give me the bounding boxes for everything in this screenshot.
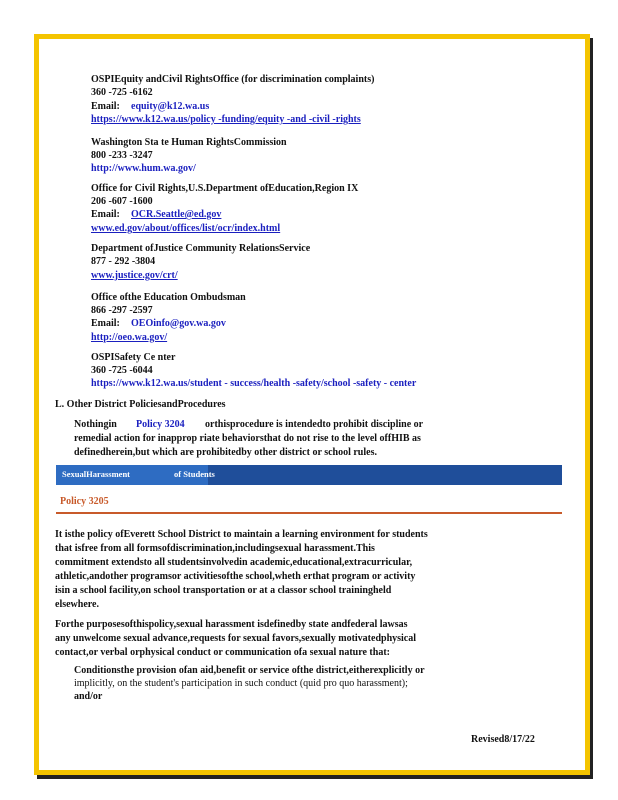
section-banner bbox=[56, 465, 562, 485]
banner-title: of Students bbox=[174, 469, 215, 479]
contact-url-link[interactable]: https://www.k12.wa.us/student - success/health -safety/school -safety - center bbox=[91, 378, 417, 389]
section-text: orthisprocedure is intendedto prohibit discipline or bbox=[205, 419, 424, 430]
paragraph-line: commitment extendsto all studentsinvolvedin academic,educational,extracurricular, bbox=[55, 557, 413, 568]
paragraph-line: athletic,andother programsor activitiesofthe school,wheth erthat program or activity bbox=[55, 571, 416, 582]
paragraph-line: contact,or verbal orphysical conduct or communication ofa sexual nature that: bbox=[55, 647, 390, 658]
contact-name: Department ofJustice Community RelationsService bbox=[91, 243, 311, 254]
contact-phone: 360 -725 -6162 bbox=[91, 87, 153, 98]
contact-name: Office for Civil Rights,U.S.Department ofEducation,Region IX bbox=[91, 183, 359, 194]
divider bbox=[56, 512, 562, 514]
contact-email-label: Email: bbox=[91, 101, 120, 112]
revision-date: Revised8/17/22 bbox=[471, 734, 535, 745]
contact-email-link[interactable]: equity@k12.wa.us bbox=[131, 101, 210, 112]
paragraph-line: any unwelcome sexual advance,requests for sexual favors,sexually motivatedphysical bbox=[55, 633, 417, 644]
paragraph-line: Forthe purposesofthispolicy,sexual harassment isdefinedby state andfederal lawsas bbox=[55, 619, 408, 630]
contact-url-link[interactable]: http://oeo.wa.gov/ bbox=[91, 332, 168, 343]
contact-email-label: Email: bbox=[91, 318, 120, 329]
section-text: Nothingin bbox=[74, 419, 117, 430]
contact-url-link[interactable]: http://www.hum.wa.gov/ bbox=[91, 163, 196, 174]
paragraph-line: isin a school facility,on school transportation or at a classor school trainingheld bbox=[55, 585, 392, 596]
paragraph-line: that isfree from all formsofdiscrimination,includingsexual harassment.This bbox=[55, 543, 375, 554]
contact-email-link[interactable]: OEOinfo@gov.wa.gov bbox=[131, 318, 226, 329]
contact-email-link[interactable]: OCR.Seattle@ed.gov bbox=[131, 209, 222, 220]
contact-name: Office ofthe Education Ombudsman bbox=[91, 292, 246, 303]
contact-url-link[interactable]: https://www.k12.wa.us/policy -funding/equity -and -civil -rights bbox=[91, 114, 361, 125]
condition-line: implicitly, on the student's participation in such conduct (quid pro quo harassment); bbox=[74, 678, 408, 689]
contact-phone: 800 -233 -3247 bbox=[91, 150, 153, 161]
paragraph-line: elsewhere. bbox=[55, 599, 99, 610]
banner-title: SexualHarassment bbox=[62, 469, 130, 479]
contact-url-link[interactable]: www.justice.gov/crt/ bbox=[91, 270, 178, 281]
section-text: definedherein,but which are prohibitedby other district or school rules. bbox=[74, 447, 377, 458]
contact-url-link[interactable]: www.ed.gov/about/offices/list/ocr/index.html bbox=[91, 223, 281, 234]
condition-line: Conditionsthe provision ofan aid,benefit or service ofthe district,eitherexplicitly or bbox=[74, 665, 425, 676]
contact-phone: 206 -607 -1600 bbox=[91, 196, 153, 207]
contact-phone: 877 - 292 -3804 bbox=[91, 256, 156, 267]
contact-name: OSPISafety Ce nter bbox=[91, 352, 176, 363]
paragraph-line: It isthe policy ofEverett School District to maintain a learning environment for students bbox=[55, 529, 428, 540]
section-text: remedial action for inapprop riate behaviorsthat do not rise to the level offHIB as bbox=[74, 433, 421, 444]
contact-phone: 360 -725 -6044 bbox=[91, 365, 153, 376]
section-heading: L. Other District PoliciesandProcedures bbox=[55, 399, 226, 410]
policy-label: Policy 3205 bbox=[60, 496, 109, 507]
policy-3204-link[interactable]: Policy 3204 bbox=[136, 419, 185, 430]
contact-name: Washington Sta te Human RightsCommission bbox=[91, 137, 287, 148]
contact-name: OSPIEquity andCivil RightsOffice (for discrimination complaints) bbox=[91, 74, 375, 85]
condition-line: and/or bbox=[74, 691, 103, 702]
contact-email-label: Email: bbox=[91, 209, 120, 220]
contact-phone: 866 -297 -2597 bbox=[91, 305, 153, 316]
